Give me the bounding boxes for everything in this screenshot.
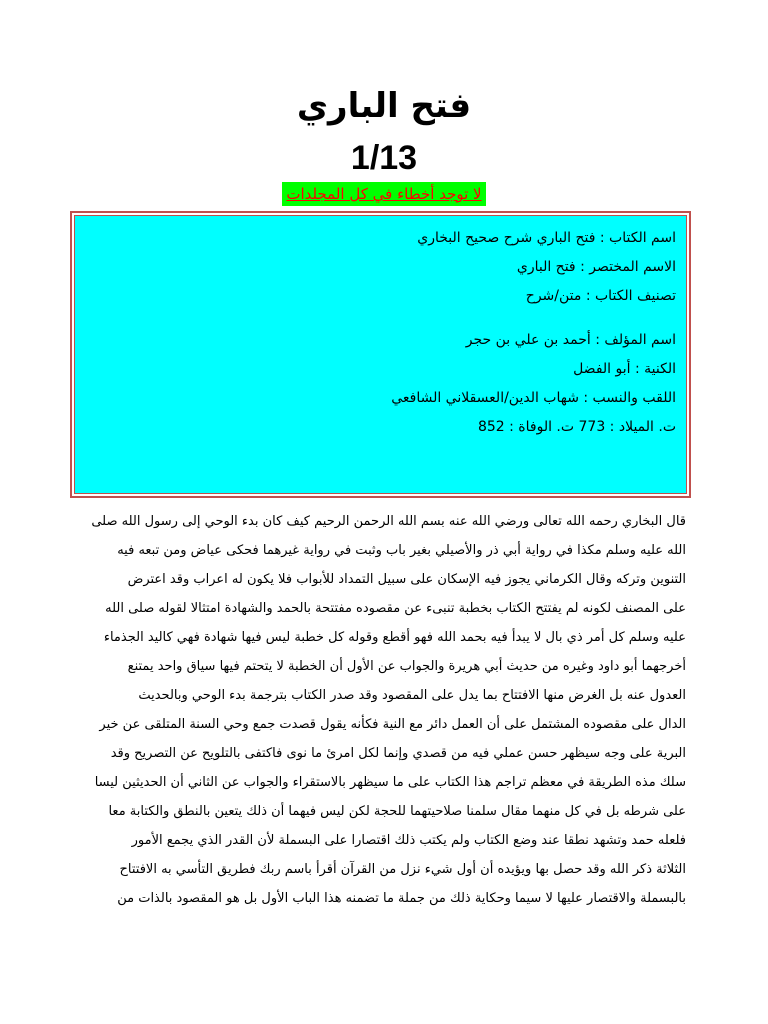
- notice-text: لا توجد أخطاء في كل المجلدات: [282, 182, 485, 206]
- dates-line: ت. الميلاد : 773 ت. الوفاة : 852: [477, 419, 676, 435]
- book-title: فتح الباري: [296, 86, 472, 126]
- author-line: اسم المؤلف : أحمد بن علي بن حجر: [465, 332, 676, 348]
- text-line: الثلاثة ذكر الله وقد حصل بها ويؤيده أن أول شيء نزل من القرآن أقرأ باسم ربك فطريق التأسي به الافتتاح: [119, 862, 686, 877]
- text-line: بالبسملة والاقتصار عليها لا سيما وحكاية ذلك من جملة ما تضمنه هذا الباب الأول بل هو المقصود بالذات من: [117, 891, 686, 906]
- volume-number: 1/13: [350, 139, 418, 177]
- notice-banner: [0, 182, 768, 206]
- text-line: قال البخاري رحمه الله تعالى ورضي الله عنه بسم الله الرحمن الرحيم كيف كان بدء الوحي إلى رسول الله صلى: [91, 514, 686, 529]
- body-paragraph: [78, 507, 686, 913]
- lineage-line: اللقب والنسب : شهاب الدين/العسقلاني الشافعي: [391, 390, 676, 406]
- text-line: التنوين وتركه وقال الكرماني يجوز فيه الإسكان على سبيل التمداد للأبواب فلا يكون له اعراب وقد اعترض: [127, 572, 686, 587]
- text-line: العدول عنه بل الغرض منها الافتتاح بما يدل على المقصود وقد صدر الكتاب بترجمة بدء الوحي وبالحديث: [138, 688, 686, 703]
- text-line: على المصنف لكونه لم يفتتح الكتاب بخطبة تنبىء عن مقصوده مفتتحة بالحمد والشهادة امتثالا لقوله صلى الله: [105, 601, 686, 616]
- kunya-line: الكنية : أبو الفضل: [573, 361, 676, 377]
- text-line: البرية على وجه سيظهر حسن عملي فيه من قصدي وإنما لكل امرئ ما نوى فاكتفى بالتلويح عن التصريح وقد: [110, 746, 686, 761]
- text-line: سلك مذه الطريقة في معظم تراجم هذا الكتاب على ما سيظهر بالاستقراء والجواب عن الثاني أن الحديثين ليسا: [94, 775, 686, 790]
- text-line: فلعله حمد وتشهد نطقا عند وضع الكتاب ولم يكتب ذلك اقتصارا على البسملة لأن القدر الذي يجمع الأمور: [131, 833, 686, 848]
- text-line: أخرجهما أبو داود وغيره من حديث أبي هريرة والجواب عن الأول أن الخطبة لا يتحتم فيها سياق واحد يمتنع: [127, 659, 686, 674]
- book-info-panel: [74, 215, 687, 494]
- text-line: على شرطه بل في كل منهما مقال سلمنا صلاحيتهما للحجة لكن ليس فيهما أن ذلك يتعين بالنطق والكتابة معا: [108, 804, 686, 819]
- short-name-line: الاسم المختصر : فتح الباري: [516, 259, 676, 275]
- text-line: الله عليه وسلم مكذا في رواية أبي ذر والأصيلي بغير باب وثبت في رواية غيرهما فحكى عياض ومن تبعه فيه: [117, 543, 686, 558]
- book-name-line: اسم الكتاب : فتح الباري شرح صحيح البخاري: [417, 230, 676, 246]
- info-spacer: [85, 311, 676, 326]
- text-line: الدال على مقصوده المشتمل على أن العمل دائر مع النية فكأنه يقول قصدت جمع وحي السنة المتلقى عن خير: [99, 717, 686, 732]
- book-info-box: [70, 211, 691, 498]
- text-line: عليه وسلم كل أمر ذي بال لا يبدأ فيه بحمد الله فهو أقطع وقوله كل خطبة ليس فيها شهادة فهي كاليد الجذماء: [103, 630, 686, 645]
- category-line: تصنيف الكتاب : متن/شرح: [525, 288, 676, 304]
